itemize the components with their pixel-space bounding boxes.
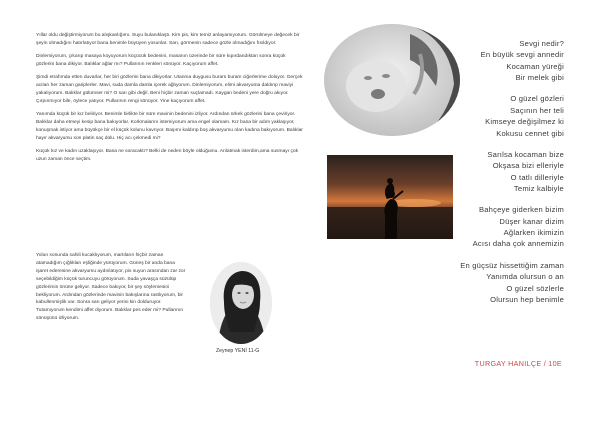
poem-stanza-1: [414, 38, 564, 84]
portrait-caption: Zeynep YENİ 11-G: [216, 348, 260, 354]
poem-line: Bahçeye giderken bizim: [478, 205, 564, 215]
poem-line: Kimseye değişilmez ki: [485, 117, 564, 127]
poem-line: Bir melek gibi: [515, 73, 564, 83]
story-text: [36, 32, 304, 169]
poem-line: Kokusu cennet gibi: [496, 128, 564, 138]
poem-stanza-4: [414, 204, 564, 250]
story-paragraph-1: Yıllar oldu değiştirmiyorum bu alışkanlığımı. Suyu bulanıklaştı. Kim pis, kim temiz anlayamıyorum. Görülmeye değecek bir şeyin olmadığını hatırlatıyor bana benimle büyüyen yosunlar. Sarı, görmenin sadece gözle olmadığını fısıldıyor.: [36, 33, 300, 46]
poem-line: Sarılsa kocaman bize: [487, 149, 564, 159]
poem-line: Acısı daha çok annemizin: [472, 239, 564, 249]
story-paragraph-3: Şimdi etrafımda etten duvarlar, her biri gözlerini bana dikiyorlar. Utanma duygusu buram buram ciğerlerime doluyor. Gerçek acıları her zaman gariplerler. Mavi, suda damla damla içerek ağlıyorum. Dinlemiyorum, elimi akvaryuma daldırıp maviyi yakalıyorum. Balıklar gülümser mi? O sarı gibi değil. Beni hiçbir zaman suçlamadı. Kaygan bedeni yere doğru akıyor. Çırpınmıyor bile, öylece yatıyor. Pullarının rengi sönüyor. Yine kaçıyorum affet.: [36, 75, 303, 104]
poem-line: Kocaman yüreği: [506, 61, 564, 71]
story-paragraph-5: Küçük kız ve kadın uzaklaşıyor. Bana ne soracaktı? Belki de neden böyle olduğumu. Anlatmak isterdim,ama susmayı çok uzun zaman önce seçtim.: [36, 148, 299, 162]
story-paragraph-4: Yanımda küçük bir kız beliriyor. Benimle birlikte bir süre mavinin bedenini izliyor. Ardından ürkek gözlerini bana çeviriyor. Balıklar daha etmeyi kesip bana bakıyorlar. Korkmalarını istemiyorum ama engel olamam. Kız bana bir adım yaklaşıyor, konuşmak istiyor ama büyükçe bir el küçük kolunu kavrıyor. Başımı kaldırıp boş akvaryumu olan kadına bakıyorum. Balıklar hayır akvaryumu son platin saç dolu. Hiç acı çekmedi mi?: [36, 111, 303, 141]
poem-line: Yanımda olursun o an: [486, 272, 564, 282]
poem-line: O güzel sözlerle: [506, 283, 564, 293]
poem-line: Temiz kalbiyle: [513, 184, 564, 194]
poem-line: Olursun hep benimle: [490, 294, 564, 304]
poem-line: Saçının her teli: [510, 105, 564, 115]
poem-line: Ağlarken ikimizin: [503, 228, 564, 238]
poem-stanza-3: [414, 149, 564, 195]
poem-line: En büyük sevgi annedir: [480, 50, 564, 60]
poem-line: Düşer kanar dizim: [499, 216, 564, 226]
poem: [414, 38, 564, 315]
story-final-paragraph: [36, 252, 186, 362]
poem-line: En güçsüz hissettiğim zaman: [460, 260, 564, 270]
author-portrait-photo: [210, 262, 272, 344]
story-paragraph-2: Dinlemiyorum, çıkarıp masaya koyuyorum küçücük bedenini, masanın üzerinde bir süre kıpırdandıktan sonra küçük gözlerini bana dikiyor. Balıklar ağlar mı? Pullarının renkleri sönüyor. Kaçıyorum affet.: [36, 54, 286, 67]
poem-line: Sevgi nedir?: [519, 39, 564, 48]
story-paragraph-6: Yolun sonunda sahili kucaklıyorum, martıların hiçbir zaman atamadığım çığlıkları eşliğinde yürüyorum. Güneş bir anda bana işaret ederesine akvaryumu aydınlatıyor, pis suyun arasından zar zor seçebildiğim küçük turuncuyu görüyorum. Suda yavaşça süzülüp gözlerimin önüne geliyor. Sadece bakıyor, bir şey söylemesini bekliyorum. Ardından gözlerinde mavinin bakışlarına rastlıyorum, bir kabullenmişlik var. Sonra sarı geliyor yerini kin dolduruyor. Tutamıyorum kendimi affet diyorum. Balıklar pes eder mi? Pullarının sönüşünü izliyorum.: [36, 253, 186, 322]
poem-stanza-5: [414, 260, 564, 306]
poem-line: O güzel gözleri: [510, 94, 564, 104]
poem-author: TURGAY HANILÇE / 10E: [474, 359, 562, 368]
portrait-image: [210, 262, 272, 344]
poem-line: Okşasa bizi elleriyle: [492, 161, 564, 171]
poem-stanza-2: [414, 93, 564, 139]
poem-line: O tatlı dilleriyle: [510, 172, 564, 182]
